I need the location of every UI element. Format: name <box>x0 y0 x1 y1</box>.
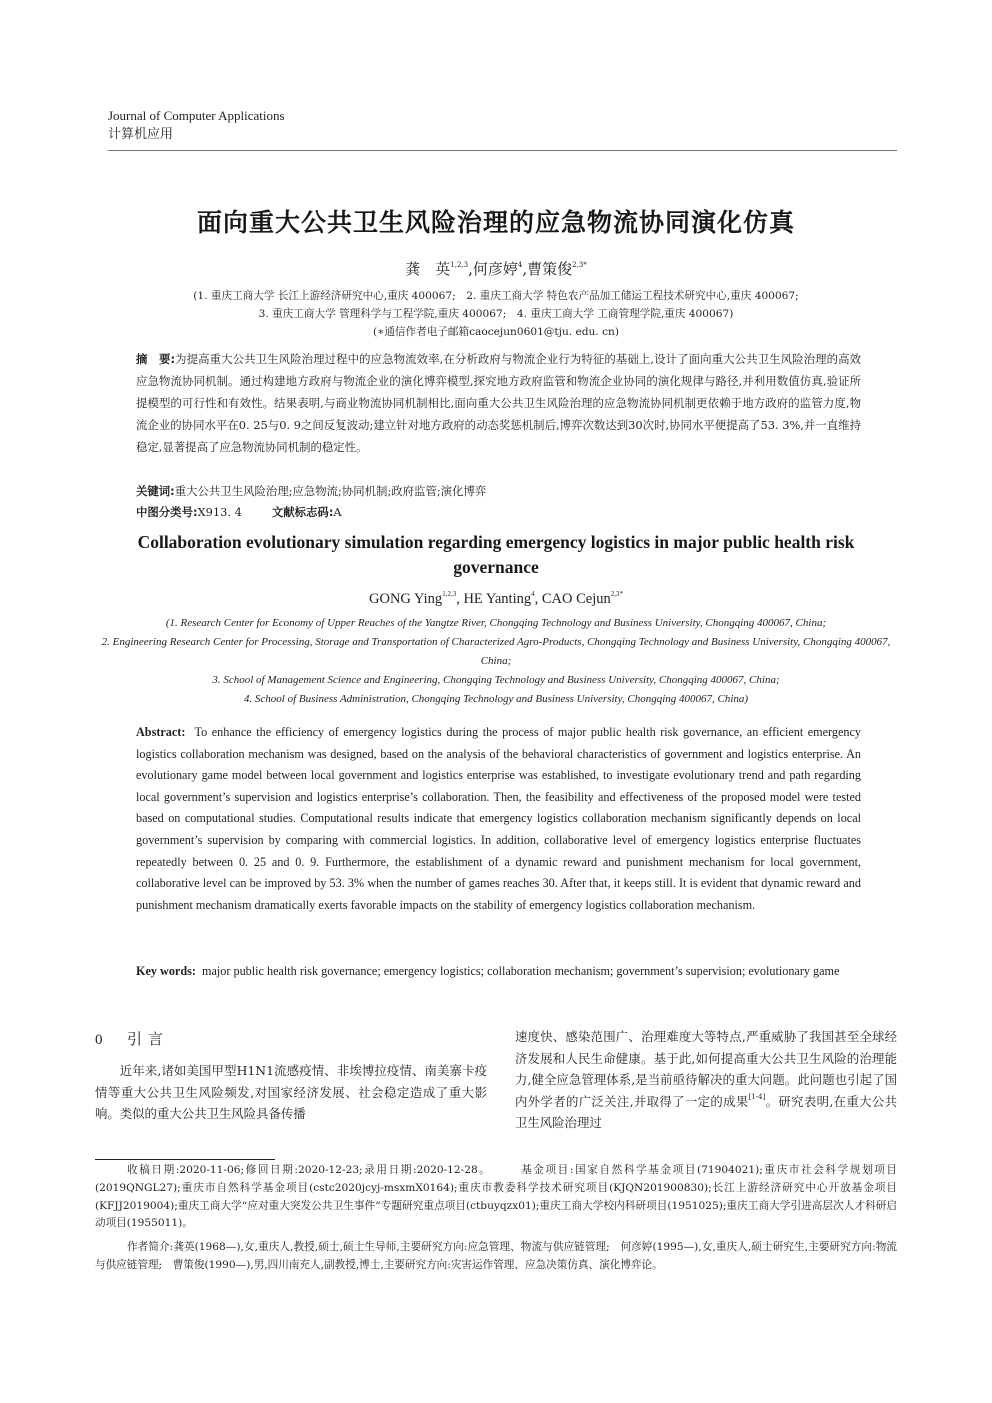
affiliations-en <box>88 614 904 709</box>
keywords-en-label: Key words: <box>136 964 196 978</box>
abstract-en-text: To enhance the efficiency of emergency logistics during the process of major public health risk governance, an efficient emergency logistics collaboration mechanism was designed, based on the analysis of the behavioral characteristics of government and logistics enterprise. An evolutionary game model between local government and logistics enterprise was established, to investigate evolutionary trend and path regarding local government’s supervision and logistics enterprise’s collaboration. Then, the feasibility and effectiveness of the proposed model were tested based on computational studies. Computational results indicate that emergency logistics collaboration mechanism significantly depends on local government’s supervision by comparing with commercial logistics. In addition, collaborative level of emergency logistics enterprise fluctuates repeatedly between 0. 25 and 0. 9. Furthermore, the establishment of a dynamic reward and punishment mechanism for local government, collaborative level can be improved by 53. 3% when the number of games reaches 30. After that, it keeps still. It is evident that dynamic reward and punishment mechanism dramatically exerts favorable impacts on the stability of emergency logistics collaboration mechanism. <box>136 725 861 912</box>
doc-code-label: 文献标志码: <box>271 505 334 519</box>
footnote-author-bio: 作者简介:龚英(1968—),女,重庆人,教授,硕士,硕士生导师,主要研究方向:应急管理、物流与供应链管理; 何彦婷(1995—),女,重庆人,硕士研究生,主要研究方向:物流与供应链管理; 曹策俊(1990—),男,四川南充人,副教授,博士,主要研究方向:灾害运作管理、应急决策仿真、演化博弈论。 <box>95 1241 897 1271</box>
keywords-cn <box>136 481 861 501</box>
author-3-en: , CAO Cejun <box>534 591 611 607</box>
author-3-cn: ,曹策俊 <box>522 260 573 278</box>
author-1-cn-affil: 1,2,3 <box>450 261 469 269</box>
keywords-cn-text: 重大公共卫生风险治理;应急物流;协同机制;政府监管;演化博弈 <box>174 484 487 498</box>
author-2-en: , HE Yanting <box>456 591 532 607</box>
author-2-cn-affil: 4 <box>517 261 523 269</box>
intro-paragraph-right: 速度快、感染范围广、治理难度大等特点,严重威胁了我国甚至全球经济发展和人民生命健康。基于此,如何提高重大公共卫生风险的治理能力,健全应急管理体系,是当前亟待解决的重大问题。此问题也引起了国内外学者的广泛关注,并取得了一定的成果 <box>515 1029 897 1109</box>
journal-header <box>108 107 285 143</box>
authors-en <box>0 591 992 608</box>
abstract-en-label: Abstract: <box>136 725 186 739</box>
section-title: 引言 <box>127 1030 170 1048</box>
citation-ref: [1-4] <box>748 1092 766 1101</box>
footnote-received: 收稿日期:2020-11-06;修回日期:2020-12-23;录用日期:2020-12-28。 <box>127 1164 492 1176</box>
abstract-cn-label: 摘 要: <box>136 352 176 366</box>
body-right-column <box>515 1026 897 1134</box>
author-2-en-affil: 4 <box>531 590 535 598</box>
section-number: 0 <box>95 1032 103 1048</box>
abstract-cn-text: 为提高重大公共卫生风险治理过程中的应急物流效率,在分析政府与物流企业行为特征的基础上,设计了面向重大公共卫生风险治理的高效应急物流协同机制。通过构建地方政府与物流企业的演化博弈模型,探究地方政府监管和物流企业协同的演化规律与路径,并利用数值仿真,验证所提模型的可行性和有效性。结果表明,与商业物流协同机制相比,面向重大公共卫生风险治理的应急物流协同机制更依赖于地方政府的监管力度,物流企业的协同水平在0. 25与0. 9之间反复波动;建立针对地方政府的动态奖惩机制后,博弈次数达到30次时,协同水平便提高了53. 3%,并一直维持稳定,显著提高了应急物流协同机制的稳定性。 <box>136 352 861 454</box>
journal-name-cn: 计算机应用 <box>108 126 174 141</box>
abstract-cn <box>136 348 861 458</box>
affiliation-en-line: (1. Research Center for Economy of Upper Reaches of the Yangtze River, Chongqing Technology and Business University, Chongqing 400067, China; <box>165 617 827 629</box>
affiliations-cn <box>60 287 932 341</box>
author-3-cn-affil: 2,3* <box>572 261 587 269</box>
clc-value: X913. 4 <box>197 505 242 519</box>
paper-title-en: Collaboration evolutionary simulation regarding emergency logistics in major public health risk governance <box>137 532 855 577</box>
keywords-en <box>136 961 861 983</box>
author-1-en: GONG Ying <box>369 591 443 607</box>
affiliation-cn-line: 3. 重庆工商大学 管理科学与工程学院,重庆 400067; 4. 重庆工商大学 工商管理学院,重庆 400067) <box>258 308 734 320</box>
intro-paragraph-left: 近年来,诸如美国甲型H1N1流感疫情、非埃博拉疫情、南美寨卡疫情等重大公共卫生风险频发,对国家经济发展、社会稳定造成了重大影响。类似的重大公共卫生风险具备传播 <box>95 1063 487 1122</box>
corresponding-email: (∗通信作者电子邮箱caocejun0601@tju. edu. cn) <box>373 326 619 338</box>
affiliation-en-line: 2. Engineering Research Center for Processing, Storage and Transportation of Characterized Agro-Products, Chongqing Technology and Business University, Chongqing 400067, China; <box>101 636 891 667</box>
footnote-funding: 基金项目:国家自然科学基金项目(71904021);重庆市社会科学规划项目(2019QNGL27);重庆市自然科学基金项目(cstc2020jcyj-msxmX0164);重庆市教委科学技术研究项目(KJQN201900830);长江上游经济研究中心开放基金项目(KFJJ2019004);重庆工商大学“应对重大突发公共卫生事件”专题研究重点项目(ctbuyqzx01);重庆工商大学校内科研项目(1951025);重庆工商大学引进高层次人才科研启动项目(1955011)。 <box>95 1164 897 1230</box>
doc-code-value: A <box>333 505 342 519</box>
section-heading <box>95 1027 487 1052</box>
keywords-en-text: major public health risk governance; emergency logistics; collaboration mechanism; government’s supervision; evolutionary game <box>202 964 840 978</box>
affiliation-en-line: 4. School of Business Administration, Chongqing Technology and Business University, Chongqing 400067, China) <box>243 693 749 705</box>
footnote-dates-funding <box>95 1162 897 1233</box>
author-2-cn: ,何彦婷 <box>468 260 518 278</box>
body-left-column <box>95 1027 487 1125</box>
affiliation-cn-line: (1. 重庆工商大学 长江上游经济研究中心,重庆 400067; 2. 重庆工商大学 特色农产品加工储运工程技术研究中心,重庆 400067; <box>193 290 799 302</box>
journal-name-en: Journal of Computer Applications <box>108 108 285 123</box>
author-3-en-affil: 2,3* <box>610 590 623 598</box>
author-1-en-affil: 1,2,3 <box>442 590 457 598</box>
paper-title-cn: 面向重大公共卫生风险治理的应急物流协同演化仿真 <box>196 208 795 237</box>
header-rule <box>108 150 897 151</box>
footnote-rule <box>95 1159 275 1160</box>
intro-paragraph-right-cont: 。研究表明,在重大公共卫生风险治理过 <box>515 1093 897 1131</box>
affiliation-en-line: 3. School of Management Science and Engineering, Chongqing Technology and Business University, Chongqing 400067, China; <box>212 674 780 686</box>
author-1-cn: 龚 英 <box>405 260 451 278</box>
keywords-cn-label: 关键词: <box>136 484 175 498</box>
classification <box>136 502 861 522</box>
clc-label: 中图分类号: <box>136 505 198 519</box>
authors-cn <box>0 258 992 279</box>
abstract-en <box>136 722 861 916</box>
